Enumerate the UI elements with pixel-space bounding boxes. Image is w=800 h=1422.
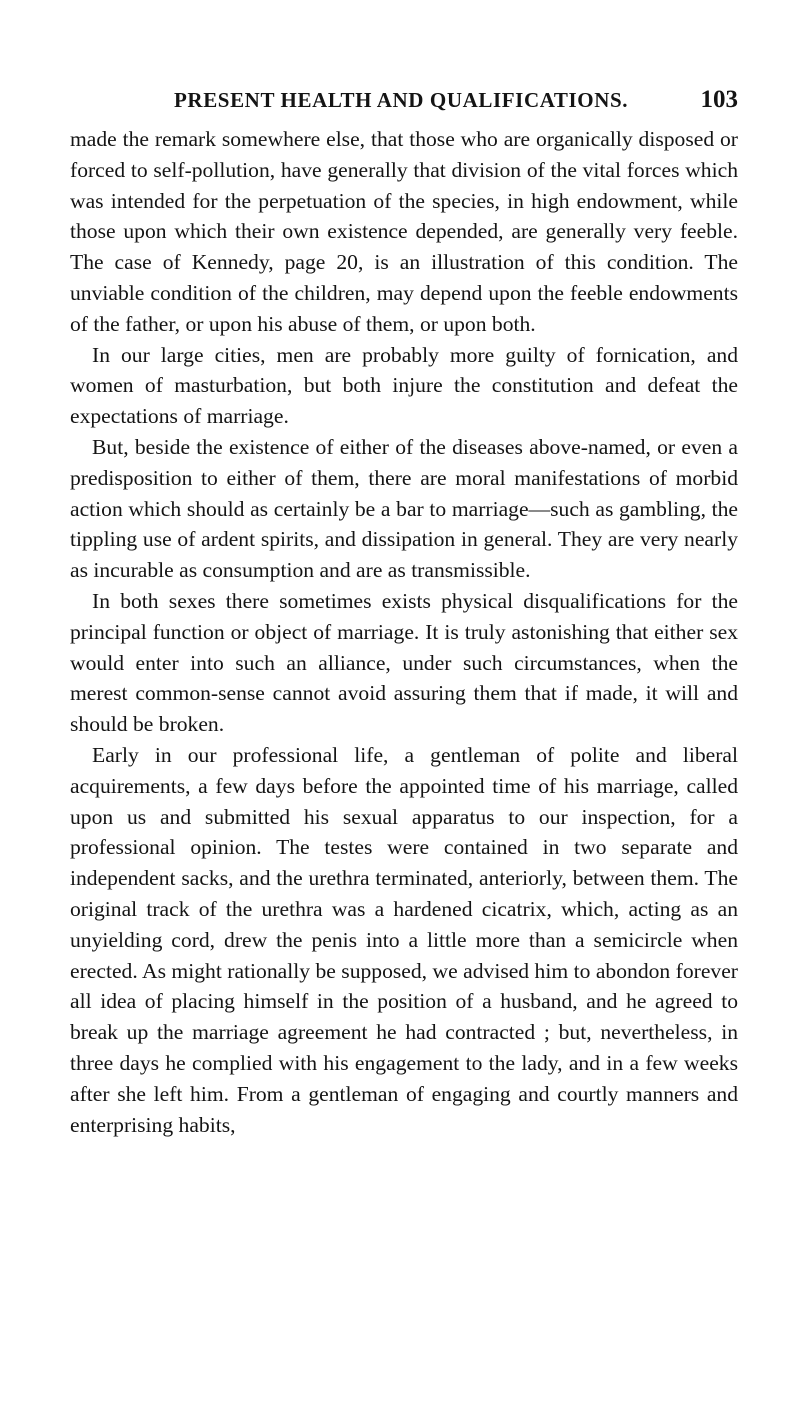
running-head	[70, 88, 738, 124]
paragraph: In our large cities, men are probably more guilty of fornication, and women of masturbation, but both injure the constitution and defeat the expectations of marriage.	[70, 342, 738, 429]
book-page	[70, 88, 738, 1140]
page-number: 103	[700, 86, 738, 113]
paragraph-continued: made the remark somewhere else, that those who are organically disposed or forced to self-pollution, have generally that division of the vital forces which was intended for the perpetuation of the species, in high endowment, while those upon which their own existence depended, are generally very feeble. The case of Kennedy, page 20, is an illustration of this condition. The unviable condition of the children, may depend upon the feeble endowments of the father, or upon his abuse of them, or upon both.	[70, 127, 738, 336]
running-title: PRESENT HEALTH AND QUALIFICATIONS.	[174, 88, 629, 112]
paragraph: But, beside the existence of either of the diseases above-named, or even a predisposition to either of them, there are moral manifestations of morbid action which should as certainly be a bar to marriage—such as gambling, the tippling use of ardent spirits, and dissipation in general. They are very nearly as incurable as consumption and are as transmissible.	[70, 434, 738, 583]
paragraph: In both sexes there sometimes exists physical disqualifications for the principal function or object of marriage. It is truly astonishing that either sex would enter into such an alliance, under such circumstances, when the merest common-sense cannot avoid assuring them that if made, it will and should be broken.	[70, 588, 738, 737]
body-text	[70, 124, 738, 1140]
paragraph: Early in our professional life, a gentleman of polite and liberal acquirements, a few days before the appointed time of his marriage, called upon us and submitted his sexual apparatus to our inspection, for a professional opinion. The testes were contained in two separate and independent sacks, and the urethra terminated, anteriorly, between them. The original track of the urethra was a hardened cicatrix, which, acting as an unyielding cord, drew the penis into a little more than a semicircle when erected. As might rationally be supposed, we advised him to abondon forever all idea of placing himself in the position of a husband, and he agreed to break up the marriage agreement he had contracted ; but, nevertheless, in three days he complied with his engagement to the lady, and in a few weeks after she left him. From a gentleman of engaging and courtly manners and enterprising habits,	[70, 742, 738, 1137]
